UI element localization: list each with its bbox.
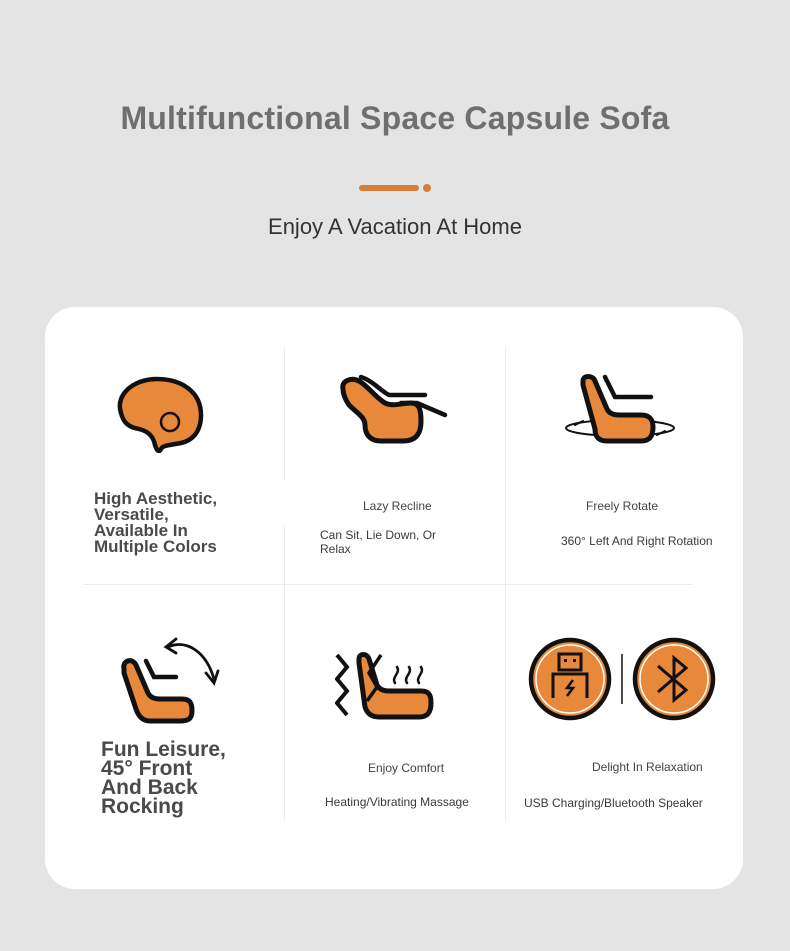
feature-description [320, 528, 470, 556]
feature-title: Enjoy Comfort [368, 761, 445, 775]
feature-title-line: And Back [101, 776, 198, 799]
divider-dot [423, 184, 431, 192]
feature-title [94, 491, 254, 555]
feature-description: Heating/Vibrating Massage [325, 795, 469, 809]
feature-description-line: Relax [320, 542, 351, 556]
usb-icon [531, 640, 609, 718]
divider-bar [359, 185, 419, 191]
recline-chair-icon [337, 373, 449, 445]
grid-divider [83, 584, 693, 585]
feature-description-line: Can Sit, Lie Down, Or [320, 528, 437, 542]
feature-title-line: 45° Front [101, 757, 193, 780]
feature-title: Delight In Relaxation [592, 760, 703, 774]
page-subtitle: Enjoy A Vacation At Home [268, 214, 522, 239]
features-card [45, 307, 743, 889]
title-divider [359, 185, 431, 191]
feature-title [101, 740, 241, 816]
rocking-chair-icon [120, 635, 220, 725]
feature-description: USB Charging/Bluetooth Speaker [524, 796, 703, 810]
feature-title-line: Multiple Colors [94, 537, 217, 556]
feature-title-line: Rocking [101, 795, 184, 818]
palette-chair-icon [113, 375, 205, 453]
rotate-chair-icon [563, 373, 677, 445]
grid-divider [284, 525, 285, 821]
feature-title-line: Available In [94, 521, 188, 540]
feature-title-line: Versatile, [94, 505, 169, 524]
heating-massage-chair-icon [335, 651, 435, 723]
grid-divider [284, 347, 285, 480]
feature-description: 360° Left And Right Rotation [561, 534, 713, 548]
usb-bluetooth-icon [527, 636, 717, 722]
feature-title-line: Fun Leisure, [101, 738, 226, 761]
page-title: Multifunctional Space Capsule Sofa [120, 100, 670, 136]
feature-title: Lazy Recline [363, 499, 432, 513]
feature-title: Freely Rotate [586, 499, 659, 513]
bluetooth-icon [635, 640, 713, 718]
feature-title-line: High Aesthetic, [94, 489, 218, 508]
